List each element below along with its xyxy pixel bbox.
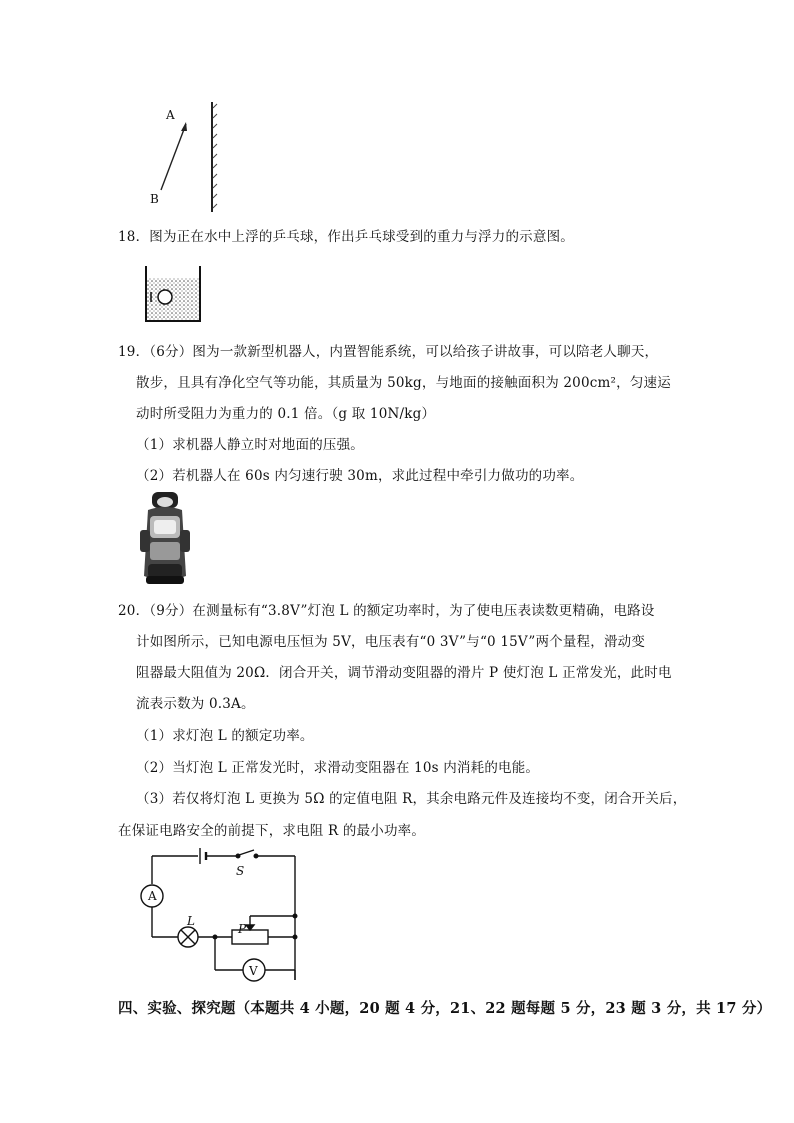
question-20-line-3: 阻器最大阻值为 20Ω．闭合开关，调节滑动变阻器的滑片 P 使灯泡 L 正常发光，此时电 (136, 665, 672, 681)
ammeter-label: A (148, 889, 157, 903)
question-20-line-1: 20．（9分）在测量标有“3.8V”灯泡 L 的额定功率时，为了使电压表读数更精确，电路设 (118, 603, 655, 619)
question-20-sub-4: 在保证电路安全的前提下，求电阻 R 的最小功率。 (118, 823, 426, 839)
voltmeter-label: V (249, 964, 258, 978)
question-20-sub-2: （2）当灯泡 L 正常发光时，求滑动变阻器在 10s 内消耗的电能。 (136, 760, 540, 776)
question-18: 18．图为正在水中上浮的乒乓球，作出乒乓球受到的重力与浮力的示意图。 (118, 229, 574, 245)
beaker-ball-figure (143, 264, 203, 324)
question-20-line-4: 流表示数为 0.3A。 (136, 696, 255, 712)
question-19-line-2: 散步，且具有净化空气等功能，其质量为 50kg，与地面的接触面积为 200cm²，匀速运 (136, 375, 671, 391)
point-b-label: B (150, 192, 160, 206)
question-19-line-1: 19．（6分）图为一款新型机器人，内置智能系统，可以给孩子讲故事，可以陪老人聊天， (118, 344, 659, 360)
question-19-sub-1: （1）求机器人静立时对地面的压强。 (136, 437, 364, 453)
question-20-sub-1: （1）求灯泡 L 的额定功率。 (136, 728, 314, 744)
question-19-line-3: 动时所受阻力为重力的 0.1 倍。（g 取 10N/kg） (136, 406, 436, 422)
robot-figure (138, 490, 194, 588)
question-20-line-2: 计如图所示，已知电源电压恒为 5V，电压表有“0 3V”与“0 15V”两个量程，滑动变 (136, 634, 646, 650)
switch-label: S (236, 864, 245, 878)
point-a-label: A (166, 108, 175, 122)
lamp-label: L (187, 914, 196, 928)
question-19-sub-2: （2）若机器人在 60s 内匀速行驶 30m，求此过程中牵引力做功的功率。 (136, 468, 584, 484)
section-4-heading: 四、实验、探究题（本题共 4 小题，20 题 4 分，21、22 题每题 5 分，23 题 3 分，共 17 分） (118, 1000, 772, 1017)
slider-label: P (238, 922, 247, 936)
question-20-sub-3: （3）若仅将灯泡 L 更换为 5Ω 的定值电阻 R，其余电路元件及连接均不变，闭合开关后， (136, 791, 687, 807)
circuit-diagram (140, 846, 310, 986)
